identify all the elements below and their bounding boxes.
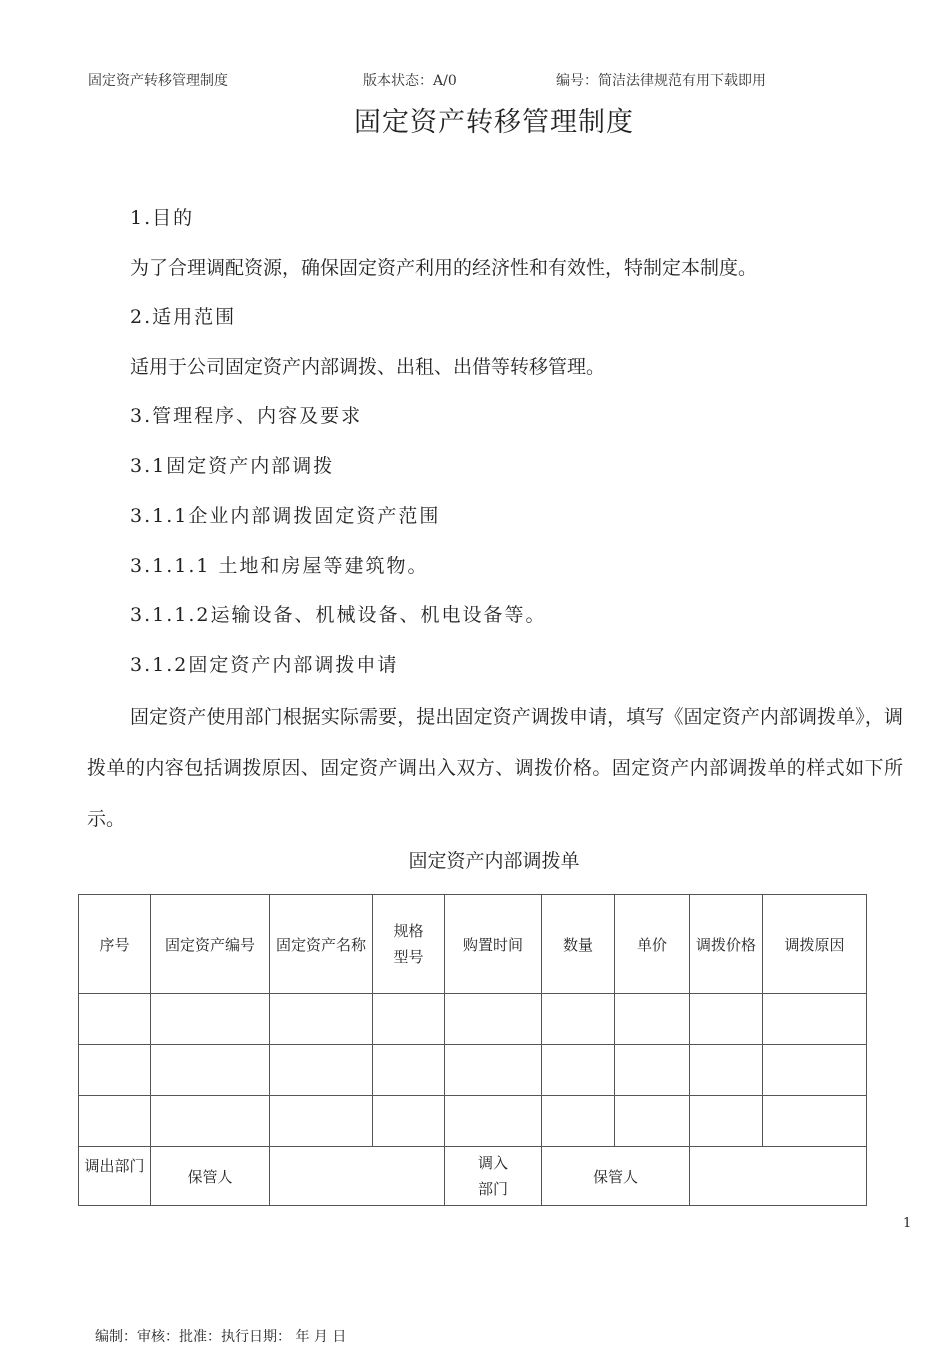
table-cell[interactable] [270,1045,373,1096]
table-cell[interactable] [615,1045,690,1096]
header-doc-name: 固定资产转移管理制度 [88,73,228,89]
table-cell[interactable] [151,1096,270,1147]
table-cell[interactable] [445,1045,542,1096]
keeper-label-out: 保管人 [151,1147,270,1206]
table-header-row [79,895,867,994]
section-1-heading: 1.目的 [130,207,195,229]
table-cell[interactable] [79,1045,151,1096]
table-cell[interactable] [542,1045,615,1096]
section-3-1-1-1: 3.1.1.1 土地和房屋等建筑物。 [130,555,429,577]
header-code: 编号：简洁法律规范有用下载即用 [556,73,766,89]
out-dept-label: 调出部门 [79,1147,151,1206]
table-cell[interactable] [373,994,445,1045]
in-dept-label: 调入部门 [477,1154,508,1198]
in-dept-cell [445,1147,542,1206]
table-cell[interactable] [270,1096,373,1147]
table-cell[interactable] [79,1096,151,1147]
table-cell[interactable] [270,994,373,1045]
page-title: 固定资产转移管理制度 [354,107,634,138]
section-3-1-1-2: 3.1.1.2运输设备、机械设备、机电设备等。 [130,604,547,626]
header-cell: 数量 [542,895,615,994]
table-cell[interactable] [151,1045,270,1096]
header-cell: 序号 [79,895,151,994]
header-version: 版本状态：A/0 [363,73,457,89]
table-footer-row [79,1147,867,1206]
table-cell[interactable] [690,1045,763,1096]
keeper-label-in: 保管人 [542,1147,690,1206]
section-3-1-2-text: 固定资产使用部门根据实际需要，提出固定资产调拨申请，填写《固定资产内部调拨单》，调拨单的内容包括调拨原因、固定资产调出入双方、调拨价格。固定资产内部调拨单的样式如下所示。 [87,706,903,830]
table-title: 固定资产内部调拨单 [408,850,580,872]
section-3-1-heading: 3.1固定资产内部调拨 [130,455,335,477]
in-dept-keeper-value[interactable] [690,1147,867,1206]
table-cell[interactable] [373,1045,445,1096]
section-3-1-1-heading: 3.1.1企业内部调拨固定资产范围 [130,505,441,527]
page-number: 1 [903,1216,912,1231]
table-cell[interactable] [763,1096,867,1147]
table-cell[interactable] [763,994,867,1045]
header-cell-text: 规格型号 [393,922,424,966]
table-cell[interactable] [615,994,690,1045]
table-cell[interactable] [690,994,763,1045]
table-cell[interactable] [445,1096,542,1147]
table-row [79,1096,867,1147]
table-cell[interactable] [542,994,615,1045]
table-cell[interactable] [763,1045,867,1096]
section-3-1-2-heading: 3.1.2固定资产内部调拨申请 [130,654,399,676]
header-cell: 单价 [615,895,690,994]
transfer-form-table [78,894,867,1206]
table-cell[interactable] [79,994,151,1045]
header-cell: 固定资产编号 [151,895,270,994]
section-2-text: 适用于公司固定资产内部调拨、出租、出借等转移管理。 [130,356,606,378]
header-cell: 调拨价格 [690,895,763,994]
section-1-text: 为了合理调配资源，确保固定资产利用的经济性和有效性，特制定本制度。 [130,257,758,279]
table-cell[interactable] [615,1096,690,1147]
table-cell[interactable] [373,1096,445,1147]
table-row [79,994,867,1045]
table-cell[interactable] [445,994,542,1045]
header-cell [373,895,445,994]
header-cell: 购置时间 [445,895,542,994]
table-cell[interactable] [151,994,270,1045]
out-dept-keeper-value[interactable] [270,1147,445,1206]
header-cell: 固定资产名称 [270,895,373,994]
table-cell[interactable] [690,1096,763,1147]
table-row [79,1045,867,1096]
section-3-heading: 3.管理程序、内容及要求 [130,405,363,427]
approval-footer: 编制：审核：批准：执行日期： 年 月 日 [95,1329,347,1345]
header-cell: 调拨原因 [763,895,867,994]
section-2-heading: 2.适用范围 [130,306,237,328]
table-cell[interactable] [542,1096,615,1147]
